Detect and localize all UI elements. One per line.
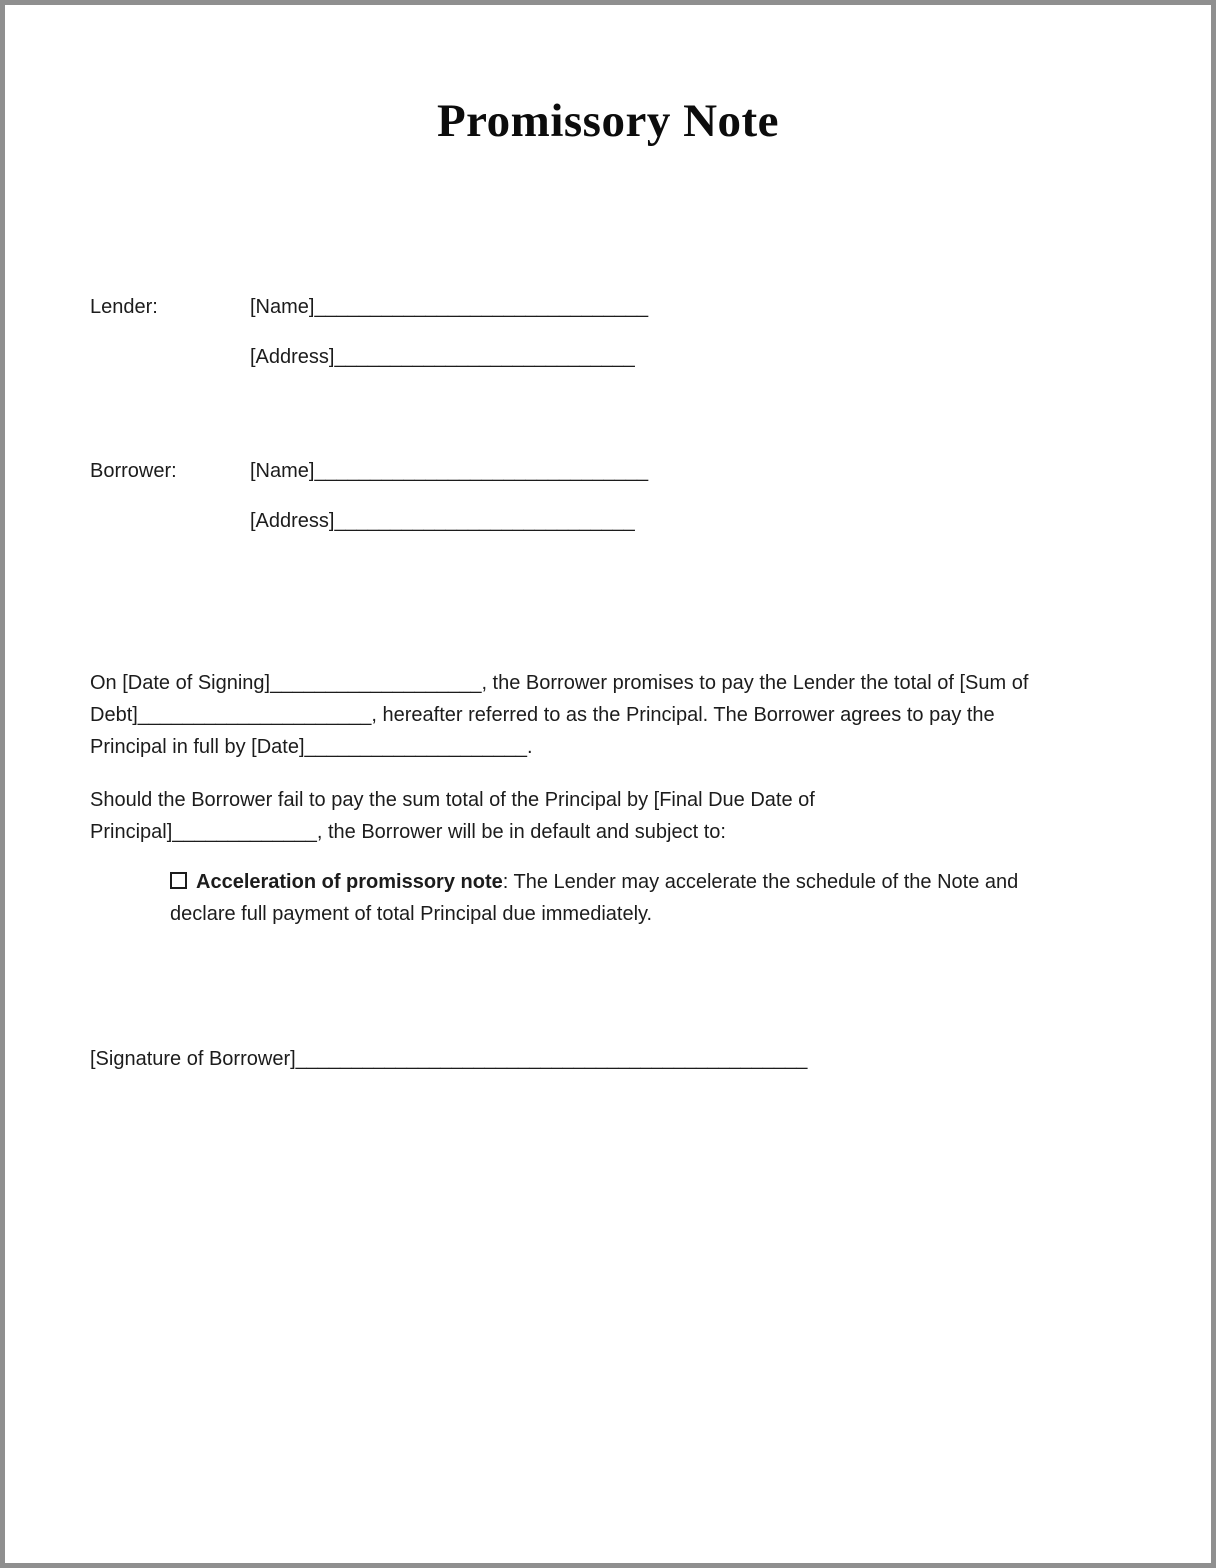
acceleration-clause — [170, 866, 1131, 930]
default-paragraph — [90, 784, 1131, 848]
borrower-name-row — [90, 455, 1131, 487]
promise-paragraph — [90, 667, 1131, 763]
borrower-section — [90, 455, 1131, 537]
borrower-address-row — [90, 505, 1131, 537]
clause-text: : The Lender may accelerate the schedule of the Note and — [502, 871, 1019, 893]
document-page — [5, 5, 1211, 1563]
paragraph-line: Should the Borrower fail to pay the sum total of the Principal by [Final Due Date of — [90, 789, 815, 811]
lender-name-field: [Name]______________________________ — [250, 296, 649, 318]
lender-address-row — [90, 341, 1131, 373]
paragraph-line: Principal]_____________, the Borrower will be in default and subject to: — [90, 821, 726, 843]
borrower-signature-field: [Signature of Borrower]______________________________________________ — [90, 1048, 808, 1070]
clause-title: Acceleration of promissory note — [196, 871, 503, 893]
borrower-label: Borrower: — [90, 460, 177, 482]
clause-line — [170, 866, 1131, 898]
paragraph-line: Debt]_____________________, hereafter referred to as the Principal. The Borrower agrees to pay the — [90, 704, 995, 726]
clause-line: declare full payment of total Principal due immediately. — [170, 903, 653, 925]
lender-name-row — [90, 291, 1131, 323]
lender-label: Lender: — [90, 296, 158, 318]
borrower-address-field: [Address]___________________________ — [250, 510, 635, 532]
empty-checkbox-icon — [170, 872, 187, 889]
paragraph-line: On [Date of Signing]___________________, the Borrower promises to pay the Lender the total of [Sum of — [90, 672, 1029, 694]
label-spacer — [90, 505, 250, 537]
borrower-name-field: [Name]______________________________ — [250, 460, 649, 482]
lender-address-field: [Address]___________________________ — [250, 346, 635, 368]
lender-section — [90, 291, 1131, 373]
paragraph-line: Principal in full by [Date]____________________. — [90, 736, 533, 758]
signature-section — [90, 1043, 1131, 1075]
label-spacer — [90, 341, 250, 373]
document-title: Promissory Note — [436, 95, 780, 147]
